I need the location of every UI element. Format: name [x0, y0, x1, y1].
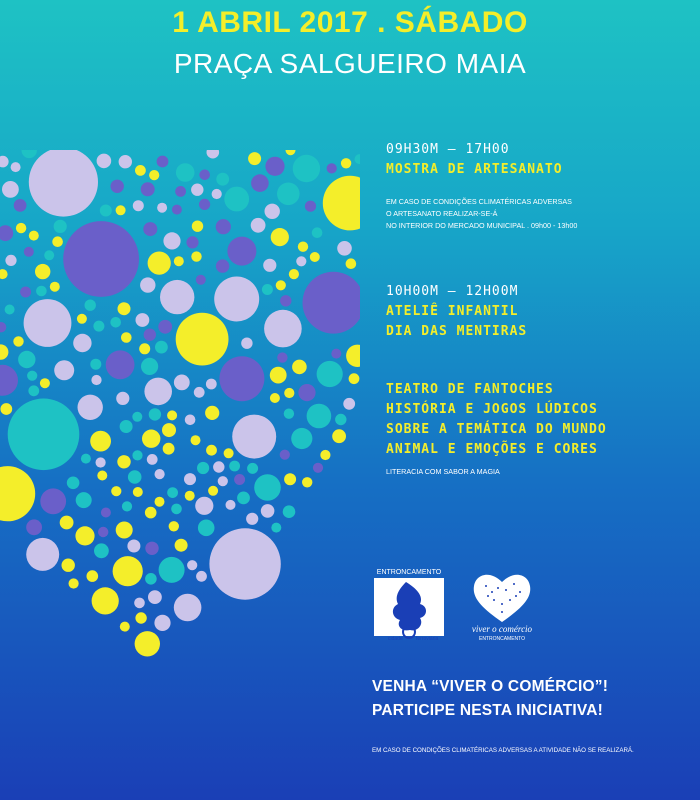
heart-dot — [91, 375, 101, 385]
heart-dot — [276, 280, 286, 290]
note-line: O ARTESANATO REALIZAR-SE-Á — [386, 209, 498, 218]
heart-dot — [97, 154, 112, 169]
heart-dot — [54, 220, 67, 233]
heart-dot — [154, 615, 170, 631]
heart-dot — [323, 176, 360, 231]
heart-dot — [111, 486, 121, 496]
heart-dot — [232, 415, 276, 459]
heart-dot — [293, 155, 320, 182]
heart-dot — [216, 173, 229, 186]
heart-dot — [172, 205, 182, 215]
heart-dot — [27, 371, 37, 381]
heart-dot — [224, 448, 234, 458]
heart-dot — [254, 474, 281, 501]
heart-dot — [174, 256, 184, 266]
heart-dot — [140, 277, 155, 292]
schedule-title-3 — [386, 380, 607, 460]
heart-dot — [24, 299, 72, 347]
heart-dot — [199, 199, 210, 210]
schedule-note-1 — [386, 196, 577, 232]
heart-dot — [216, 259, 229, 272]
heart-dot — [92, 587, 119, 614]
heart-dot — [264, 310, 302, 348]
heart-dot — [148, 252, 171, 275]
heart-dot — [157, 156, 169, 168]
heart-dot — [199, 170, 210, 181]
heart-dot — [298, 384, 315, 401]
heart-dot — [142, 430, 160, 448]
heart-dot — [5, 255, 16, 266]
heart-dot — [67, 477, 80, 490]
note-line: EM CASO DE CONDIÇÕES CLIMATÉRICAS ADVERSAS — [386, 197, 572, 206]
heart-dot — [219, 356, 264, 401]
heart-dot — [208, 486, 218, 496]
heart-dot — [111, 180, 124, 193]
heart-dot — [337, 241, 352, 256]
heart-dot — [191, 251, 201, 261]
heart-dot — [262, 284, 273, 295]
heart-dot — [93, 321, 104, 332]
heart-dot — [327, 163, 337, 173]
heart-dot — [113, 556, 143, 586]
heart-dot — [149, 408, 161, 420]
heart-dot — [29, 150, 98, 217]
heart-dot — [171, 504, 182, 515]
heart-dot — [132, 450, 142, 460]
heart-dot — [296, 256, 306, 266]
heart-dot — [61, 559, 74, 572]
heart-dot — [141, 358, 158, 375]
schedule-title-1: MOSTRA DE ARTESANATO — [386, 162, 563, 177]
title-line: ANIMAL E EMOÇÕES E CORES — [386, 442, 598, 457]
heart-dot — [248, 152, 261, 165]
heart-dot — [185, 415, 196, 426]
heart-dot — [132, 412, 142, 422]
heart-dot — [158, 320, 172, 334]
heart-dot — [320, 450, 330, 460]
heart-dot — [5, 305, 15, 315]
heart-dot — [29, 231, 39, 241]
heart-dot — [52, 236, 63, 247]
heart-dot — [76, 492, 92, 508]
heart-dot — [229, 461, 240, 472]
heart-dot — [159, 557, 185, 583]
heart-dot — [2, 181, 19, 198]
viver-heart-icon — [462, 566, 542, 642]
heart-dot — [186, 236, 198, 248]
schedule-time-2: 10H00M – 12H00M — [386, 284, 519, 299]
heart-dot — [139, 343, 150, 354]
heart-dot — [349, 373, 360, 384]
heart-dot — [207, 150, 220, 159]
heart-dot — [346, 345, 360, 367]
title-line: ATELIÊ INFANTIL — [386, 304, 519, 319]
heart-dot — [120, 420, 133, 433]
title-line: SOBRE A TEMÁTICA DO MUNDO — [386, 422, 607, 437]
heart-dot — [355, 154, 361, 164]
heart-dot — [24, 247, 34, 257]
heart-dot — [145, 507, 157, 519]
heart-dot — [176, 313, 229, 366]
heart-dot — [224, 187, 249, 212]
heart-dot — [271, 228, 289, 246]
heart-dot — [35, 264, 50, 279]
heart-dot — [270, 393, 280, 403]
heart-dot — [265, 204, 280, 219]
heart-dot — [312, 227, 323, 238]
heart-dot — [73, 334, 91, 352]
heart-dot — [26, 519, 42, 535]
heart-dot — [277, 352, 287, 362]
heart-dot — [206, 379, 217, 390]
heart-dot — [270, 367, 287, 384]
heart-dot — [11, 162, 21, 172]
heart-dot — [77, 314, 87, 324]
heart-dot — [0, 322, 6, 332]
heart-dot — [116, 522, 133, 539]
heart-dot — [155, 341, 168, 354]
heart-dot — [196, 571, 207, 582]
heart-dot — [149, 170, 159, 180]
heart-dot — [226, 500, 236, 510]
heart-dot — [144, 329, 156, 341]
heart-dot — [22, 150, 37, 158]
logo-bottom-right: ferroviária — [416, 636, 439, 642]
heart-dot — [100, 205, 112, 217]
heart-dot — [81, 454, 91, 464]
heart-dot — [205, 406, 219, 420]
heart-dot — [97, 471, 107, 481]
schedule-time-1: 09H30M – 17H00 — [386, 142, 510, 157]
heart-dot — [133, 200, 144, 211]
heart-dot — [191, 435, 201, 445]
heart-dot — [122, 501, 132, 511]
heart-dot — [218, 476, 228, 486]
heart-dot — [50, 282, 60, 292]
title-line: DIA DAS MENTIRAS — [386, 324, 528, 339]
heart-dot — [280, 450, 290, 460]
heart-dot — [284, 388, 294, 398]
cta-line-2: PARTICIPE NESTA INICIATIVA! — [372, 702, 604, 719]
heart-dot — [234, 474, 245, 485]
heart-dot — [106, 350, 135, 379]
heart-dot — [206, 445, 217, 456]
heart-dot — [134, 598, 145, 609]
heart-dot — [169, 521, 179, 531]
heart-dot — [247, 463, 258, 474]
heart-dot — [237, 492, 250, 505]
heart-dot — [8, 399, 80, 471]
heart-dot — [118, 302, 131, 315]
heart-dot — [174, 594, 202, 622]
heart-dot — [28, 385, 39, 396]
heart-dot — [98, 527, 108, 537]
heart-dot — [185, 491, 195, 501]
heart-dot — [162, 423, 176, 437]
heart-dot — [117, 455, 130, 468]
heart-dot — [305, 201, 316, 212]
heart-dot — [135, 165, 146, 176]
heart-dot — [90, 359, 101, 370]
heart-dot — [241, 338, 252, 349]
heart-dot — [263, 259, 276, 272]
heart-dot — [157, 203, 167, 213]
heart-dot — [227, 237, 256, 266]
heart-dot — [194, 387, 205, 398]
heart-dot — [148, 590, 162, 604]
heart-dot — [0, 403, 12, 415]
heart-dot — [155, 469, 165, 479]
heart-dot — [175, 539, 188, 552]
entroncamento-logo — [370, 566, 448, 642]
heart-dot — [283, 505, 296, 518]
heart-dot — [214, 277, 259, 322]
heart-dot — [78, 395, 103, 420]
viver-logo — [462, 566, 542, 642]
heart-dot — [119, 155, 132, 168]
heart-dot — [174, 375, 190, 391]
heart-dot — [331, 349, 341, 359]
heart-dot — [212, 189, 222, 199]
heart-dot — [346, 258, 357, 269]
heart-dot — [135, 631, 160, 656]
heart-dot — [14, 199, 27, 212]
heart-dot — [44, 250, 54, 260]
heart-dot — [184, 473, 196, 485]
heart-dot — [175, 186, 186, 197]
entroncamento-logo-icon — [370, 566, 448, 642]
heart-dot — [280, 295, 291, 306]
heart-dot — [341, 158, 351, 168]
heart-dot — [335, 414, 346, 425]
heart-dot — [213, 461, 224, 472]
heart-dot — [0, 365, 18, 396]
heart-dot — [317, 361, 343, 387]
heart-dot — [16, 223, 26, 233]
heart-dot — [141, 182, 155, 196]
heart-dot — [216, 219, 231, 234]
title-line: TEATRO DE FANTOCHES — [386, 382, 554, 397]
heart-dot — [251, 218, 266, 233]
event-date: 1 ABRIL 2017 . SÁBADO — [172, 6, 528, 39]
schedule-note-3: LITERACIA COM SABOR A MAGIA — [386, 467, 500, 476]
heart-dot — [298, 242, 308, 252]
cta-line-1: VENHA “VIVER O COMÉRCIO”! — [372, 678, 609, 695]
heart-dot — [40, 488, 66, 514]
title-line: HISTÓRIA E JOGOS LÚDICOS — [386, 402, 598, 417]
heart-dot — [127, 540, 140, 553]
heart-dot — [196, 275, 206, 285]
heart-dot — [63, 221, 139, 297]
heart-dot — [160, 280, 194, 314]
heart-dot — [20, 287, 31, 298]
event-place: PRAÇA SALGUEIRO MAIA — [173, 48, 527, 79]
heart-dot — [116, 392, 129, 405]
heart-dot — [284, 409, 294, 419]
heart-dot — [310, 252, 320, 262]
heart-dot — [343, 398, 355, 410]
heart-dot — [167, 487, 178, 498]
heart-dot — [101, 508, 111, 518]
heart-dot — [133, 487, 143, 497]
heart-dot — [0, 344, 8, 359]
heart-dot — [167, 410, 177, 420]
heart-dot — [13, 336, 23, 346]
heart-dot — [96, 457, 106, 467]
heart-dot — [246, 513, 258, 525]
heart-dot — [0, 156, 9, 168]
heart-dot — [36, 286, 47, 297]
heart-dot — [85, 300, 96, 311]
heart-of-circles-icon — [0, 150, 360, 790]
heart-dot — [163, 443, 175, 455]
heart-dot — [145, 542, 158, 555]
heart-dot — [136, 313, 150, 327]
heart-dot — [284, 473, 296, 485]
heart-dot — [176, 163, 195, 182]
heart-dot — [128, 470, 142, 484]
heart-dot — [286, 150, 296, 155]
heart-dot — [116, 205, 126, 215]
heart-dot — [313, 463, 323, 473]
logo-bottom-left: cidade — [388, 636, 403, 642]
heart-dot — [265, 157, 284, 176]
heart-dot — [197, 462, 209, 474]
heart-dot — [291, 428, 312, 449]
heart-dot — [277, 183, 300, 206]
heart-dot — [120, 622, 130, 632]
heart-dot — [110, 317, 121, 328]
heart-dot — [143, 222, 157, 236]
heart-dot — [26, 538, 59, 571]
heart-dot — [135, 612, 146, 623]
heart-dot — [303, 272, 361, 334]
footnote: EM CASO DE CONDIÇÕES CLIMATÉRICAS ADVERSAS A ATIVIDADE NÃO SE REALIZARÁ. — [372, 747, 634, 754]
heart-dot — [191, 184, 203, 196]
viver-name: viver o comércio — [471, 624, 533, 634]
heart-dot — [302, 477, 312, 487]
heart-dot — [271, 523, 281, 533]
heart-dot — [289, 269, 299, 279]
heart-dot — [144, 378, 172, 406]
heart-dot — [209, 528, 280, 599]
heart-dot — [0, 269, 8, 279]
heart-dot — [307, 404, 332, 429]
heart-dot — [75, 526, 94, 545]
heart-dot — [121, 332, 132, 343]
heart-dot — [195, 497, 213, 515]
heart-dot — [163, 232, 180, 249]
heart-dot — [145, 573, 157, 585]
heart-dot — [90, 431, 111, 452]
heart-dot — [0, 225, 13, 241]
heart-dot — [192, 221, 203, 232]
heart-dot — [87, 570, 99, 582]
heart-dot — [94, 543, 109, 558]
heart-dot — [18, 351, 35, 368]
heart-dot — [261, 504, 275, 518]
viver-sub: ENTRONCAMENTO — [478, 636, 526, 642]
heart-dot — [155, 497, 165, 507]
heart-dot — [54, 360, 74, 380]
heart-dot — [69, 578, 79, 588]
heart-dot — [251, 174, 269, 192]
heart-dot — [198, 520, 215, 537]
heart-dot — [292, 360, 307, 375]
heart-dot — [40, 378, 50, 388]
heart-dot — [187, 560, 197, 570]
logo-top-text: ENTRONCAMENTO — [376, 569, 442, 576]
schedule-title-2 — [386, 302, 527, 342]
heart-dot — [332, 429, 346, 443]
heart-dot — [0, 466, 35, 521]
heart-dot — [60, 516, 74, 530]
heart-dot — [147, 454, 158, 465]
note-line: NO INTERIOR DO MERCADO MUNICIPAL . 09h00 - 13h00 — [386, 221, 578, 230]
